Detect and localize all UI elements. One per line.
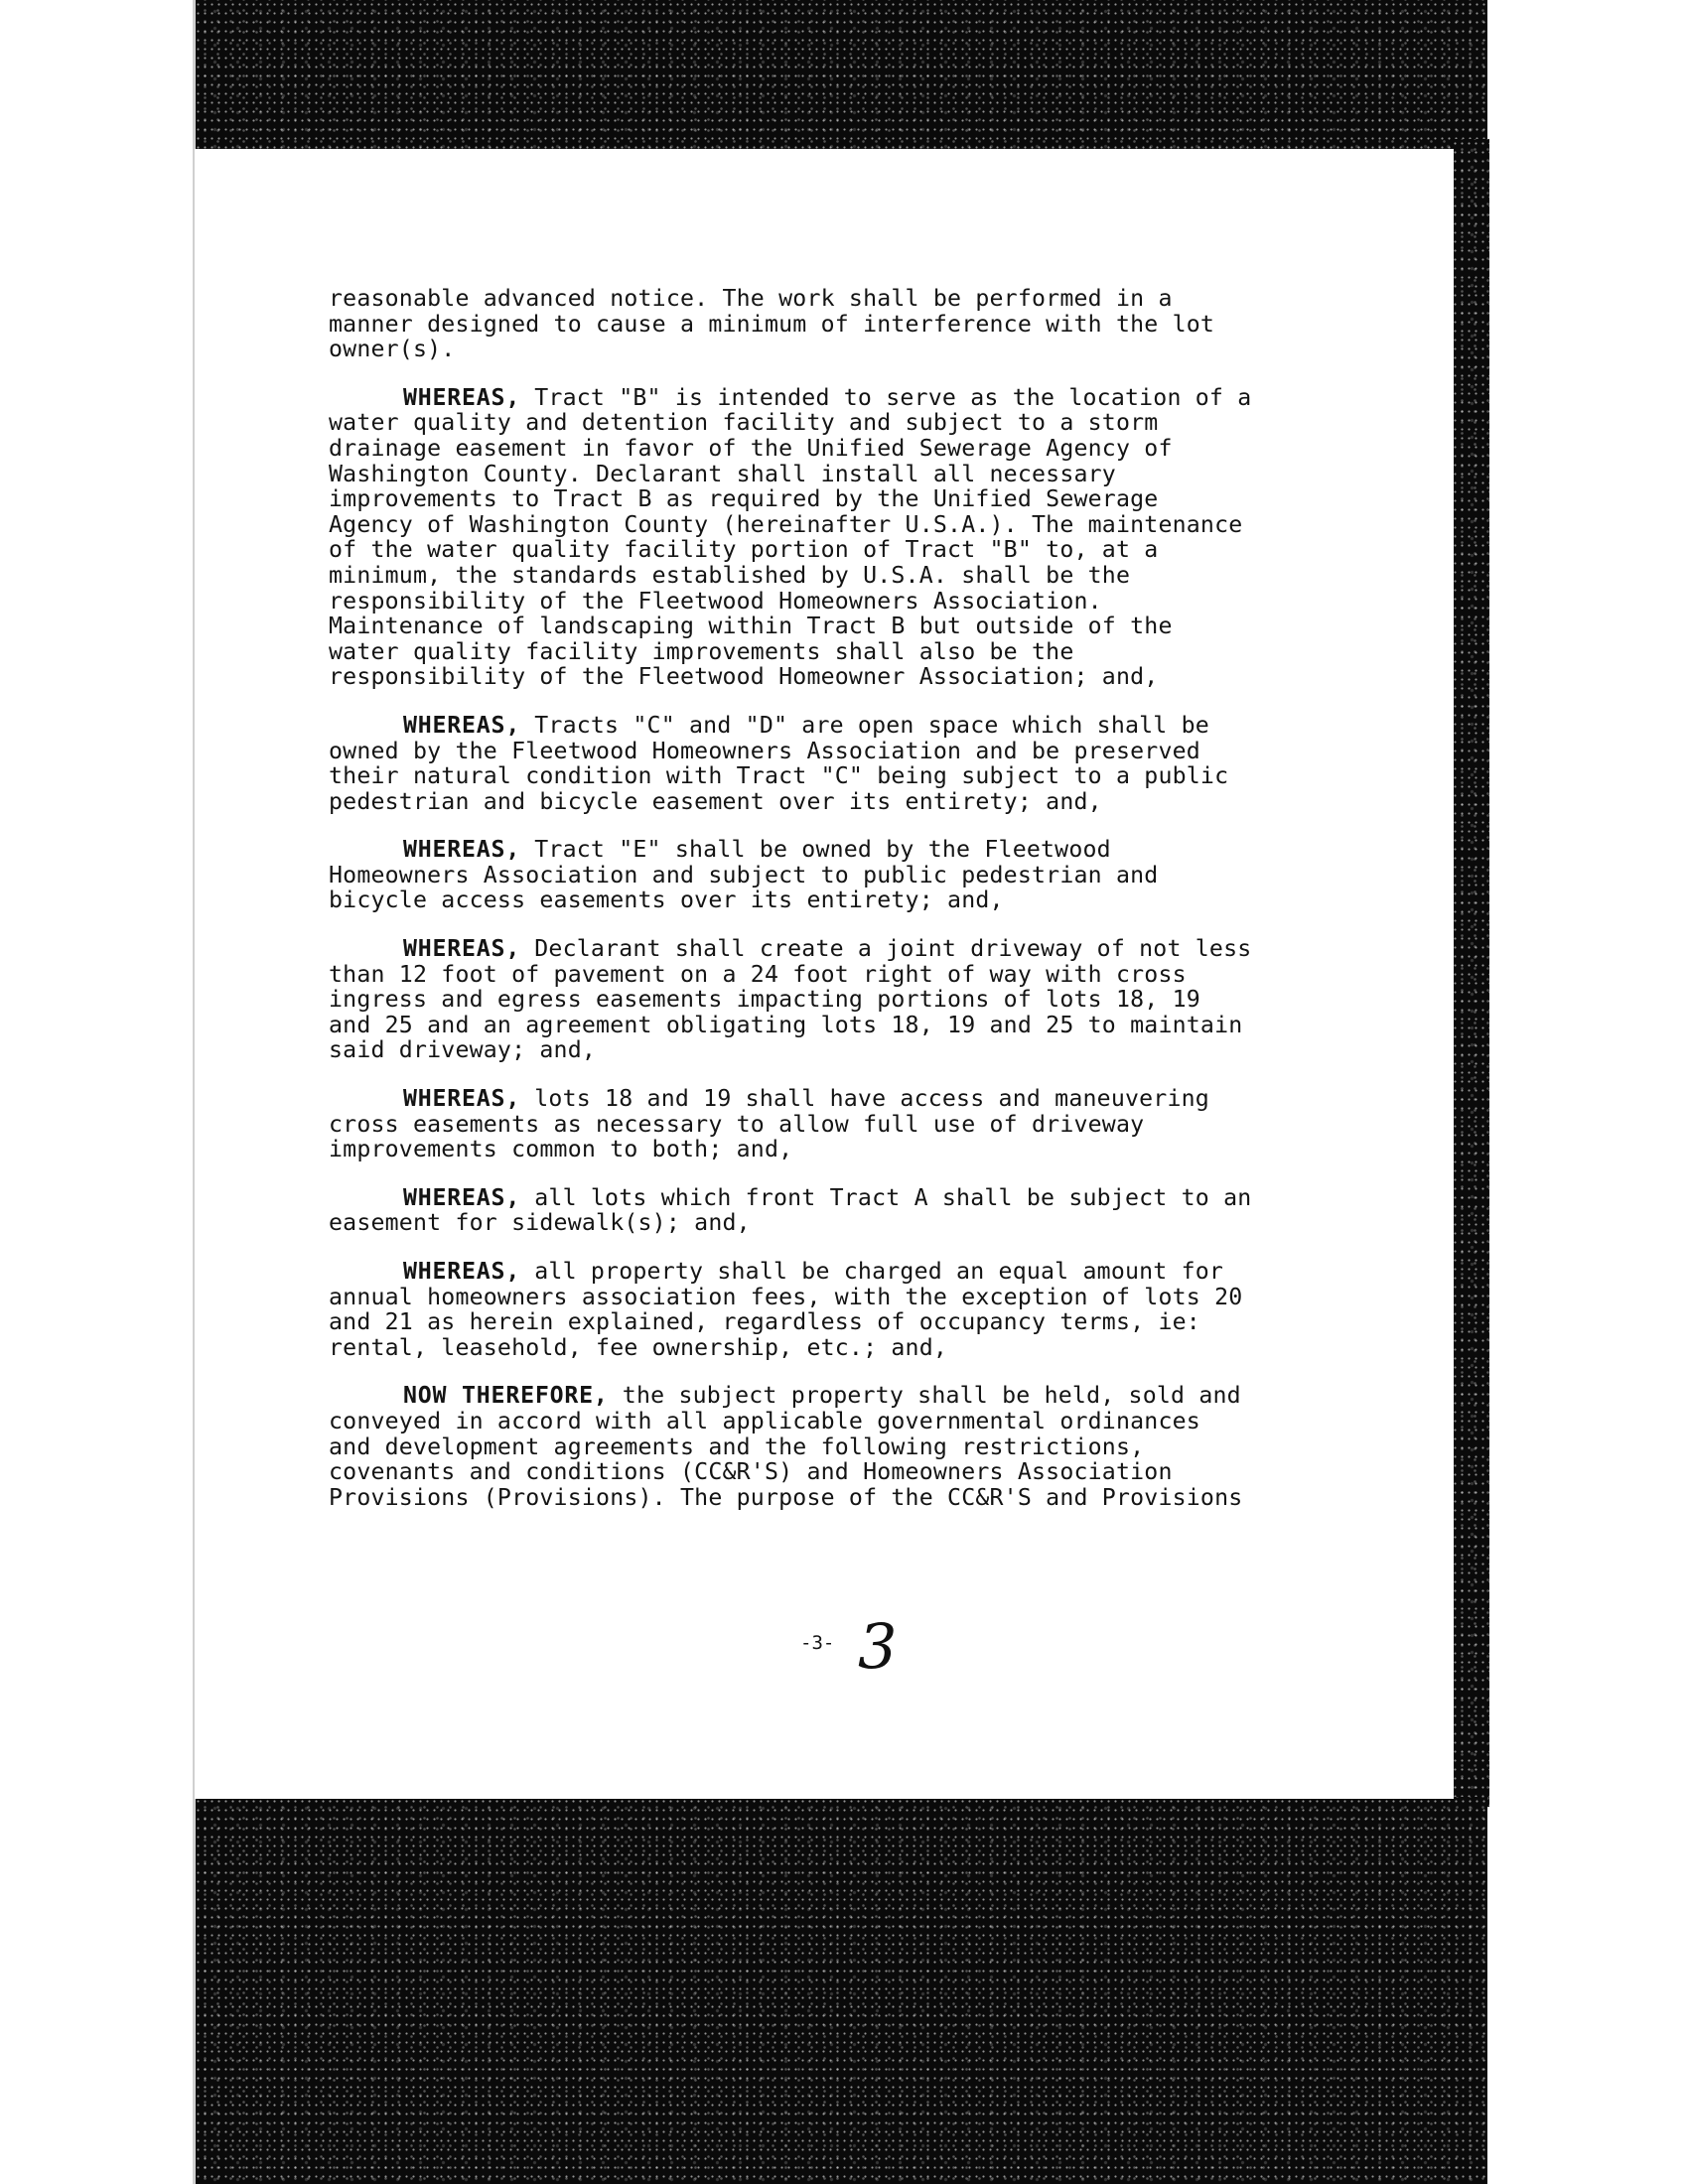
paragraph-text: Tract "E" shall be owned by the Fleetwood Homeowners Association and subject to public pedestrian and bicycle access easements over its entirety; and, (329, 836, 1159, 914)
paragraph-text: all property shall be charged an equal amount for annual homeowners association fees, with the exception of lots 20 and 21 as herein explained, regardless of occupancy terms, ie: rental, leasehold, fee ownership, etc.; and, (329, 1258, 1243, 1361)
scan-border-right (1452, 139, 1489, 1807)
paragraph-text: the subject property shall be held, sold and conveyed in accord with all applicable governmental ordinances and development agreements and the following restrictions, covenants and conditions (CC&R'S) and Homeowners Association Provisions (Provisions). The purpose of the CC&R'S and Provisions (329, 1382, 1243, 1511)
scan-border-top (195, 0, 1487, 151)
paragraph-keyword: WHEREAS, (403, 935, 521, 963)
whereas-paragraph-joint-driveway (329, 936, 1322, 1063)
paragraph-keyword: WHEREAS, (403, 383, 521, 411)
paragraph-text: Declarant shall create a joint driveway of not less than 12 foot of pavement on a 24 foot right of way with cross ingress and egress easements impacting portions of lots 18, 19 and 25 and an agreement obligating lots 18, 19 and 25 to maintain said driveway; and, (329, 935, 1252, 1064)
whereas-paragraph-tracts-c-d (329, 713, 1322, 814)
page-footer (800, 1610, 999, 1688)
document-page (195, 149, 1454, 1799)
paragraph-keyword: WHEREAS, (403, 1183, 521, 1211)
paragraph-text: lots 18 and 19 shall have access and maneuvering cross easements as necessary to allow full use of driveway improvements common to both; and, (329, 1085, 1209, 1163)
handwritten-page-number: 3 (858, 1610, 898, 1683)
whereas-paragraph-tract-b (329, 385, 1322, 690)
whereas-paragraph-lots-18-19 (329, 1086, 1322, 1162)
whereas-paragraph-fees (329, 1259, 1322, 1360)
paragraph-text: Tracts "C" and "D" are open space which shall be owned by the Fleetwood Homeowners Association and be preserved their natural condition with Tract "C" being subject to a public pedestrian and bicycle easement over its entirety; and, (329, 711, 1229, 815)
paragraph-keyword: WHEREAS, (403, 836, 521, 864)
paragraph-keyword: WHEREAS, (403, 711, 521, 739)
page-number: -3- (800, 1632, 835, 1654)
paragraph-keyword: NOW THEREFORE, (403, 1382, 609, 1410)
document-body (329, 286, 1322, 1533)
paragraph-continuation: reasonable advanced notice. The work shall be performed in a manner designed to cause a minimum of interference with the lot owner(s). (329, 285, 1215, 363)
scan-border-bottom (195, 1797, 1487, 2184)
paragraph-text: Tract "B" is intended to serve as the location of a water quality and detention facility and subject to a storm drainage easement in favor of the Unified Sewerage Agency of Washington County. Declarant shall install all necessary improvements to Tract B as required by the Unified Sewerage Agency of Washington County (hereinafter U.S.A.). The maintenance of the water quality facility portion of Tract "B" to, at a minimum, the standards established by U.S.A. shall be the responsibility of the Fleetwood Homeowners Association. Maintenance of landscaping within Tract B but outside of the water quality facility improvements shall also be the responsibility of the Fleetwood Homeowner Association; and, (329, 383, 1252, 691)
whereas-paragraph-sidewalk (329, 1185, 1322, 1236)
paragraph-keyword: WHEREAS, (403, 1085, 521, 1113)
paragraph-text: all lots which front Tract A shall be subject to an easement for sidewalk(s); and, (329, 1183, 1252, 1237)
paragraph-keyword: WHEREAS, (403, 1258, 521, 1285)
now-therefore-paragraph (329, 1383, 1322, 1510)
whereas-paragraph-tract-e (329, 837, 1322, 913)
